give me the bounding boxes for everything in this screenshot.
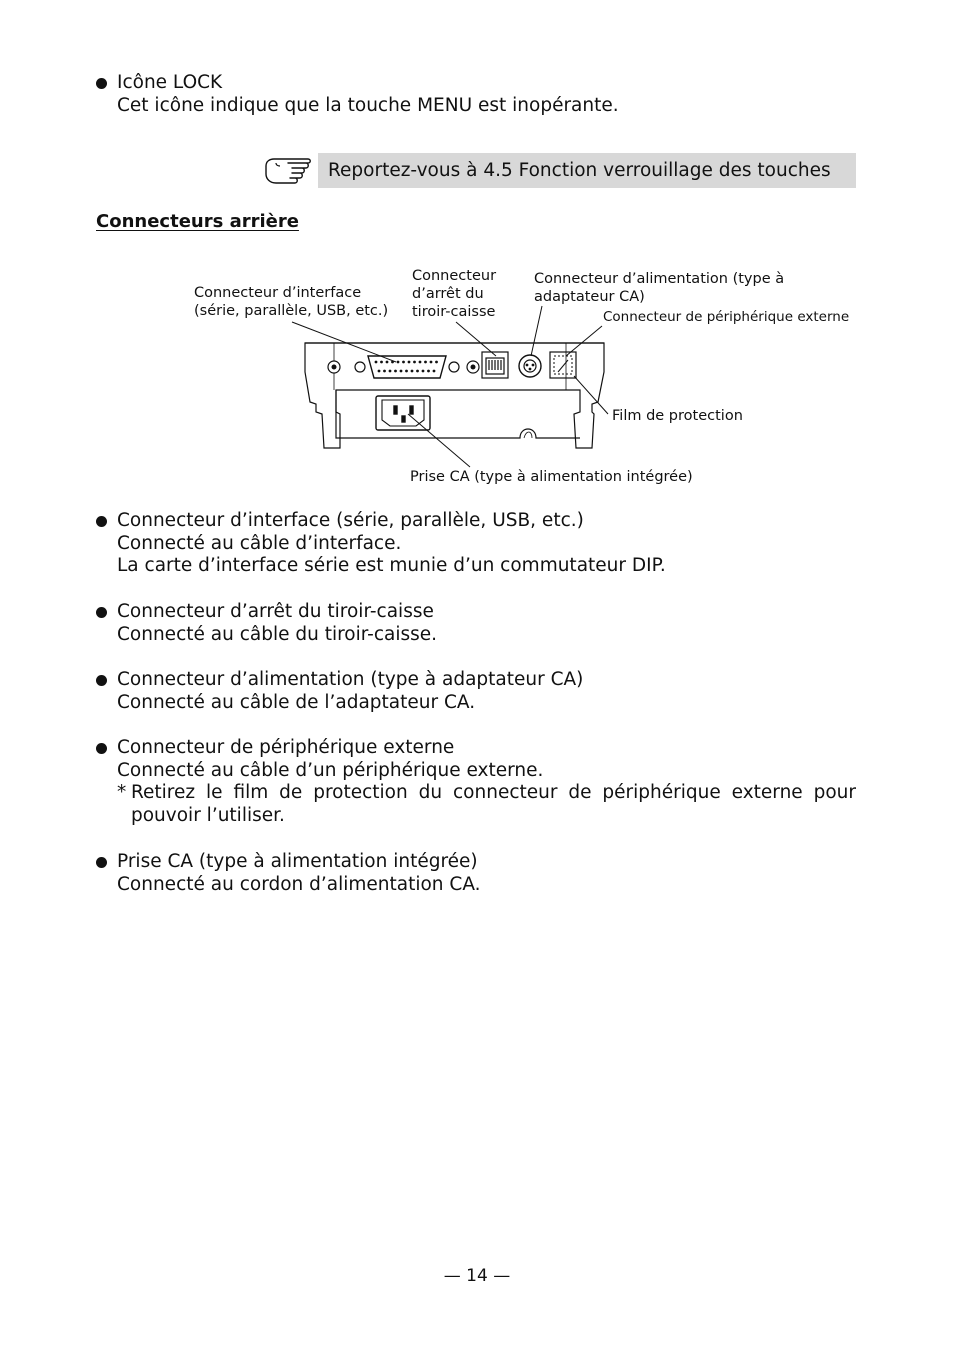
label-external: Connecteur de périphérique externe: [603, 309, 850, 325]
note-line-2: pouvoir l’utiliser.: [131, 805, 285, 826]
reference-box[interactable]: Reportez-vous à 4.5 Fonction verrouillage des touches: [318, 153, 856, 188]
item-line: Connecté au cordon d’alimentation CA.: [117, 873, 481, 895]
item-title: Prise CA (type à alimentation intégrée): [117, 851, 478, 872]
lock-item-description: Cet icône indique que la touche MENU est inopérante.: [117, 94, 619, 116]
item-line: Connecté au câble de l’adaptateur CA.: [117, 691, 476, 713]
bullet-icon: [96, 857, 107, 868]
item-line: La carte d’interface série est munie d’un commutateur DIP.: [117, 555, 666, 577]
label-power-line1: Connecteur d’alimentation (type à: [534, 271, 785, 287]
label-interface-line2: (série, parallèle, USB, etc.): [194, 303, 389, 319]
label-drawer-line3: tiroir-caisse: [412, 304, 496, 320]
item-drawer: [96, 601, 437, 646]
label-film: Film de protection: [612, 408, 743, 424]
label-drawer-line1: Connecteur: [412, 268, 497, 284]
label-power-line2: adaptateur CA): [534, 289, 645, 305]
label-drawer-line2: d’arrêt du: [412, 286, 484, 302]
item-ac-inlet: [96, 851, 481, 896]
item-power: [96, 669, 583, 714]
item-interface: [96, 510, 666, 578]
bullet-icon: [96, 607, 107, 618]
leader-lines: [0, 0, 954, 520]
bullet-icon: [96, 516, 107, 527]
label-interface-line1: Connecteur d’interface: [194, 285, 362, 301]
item-title: Connecteur d’arrêt du tiroir-caisse: [117, 601, 434, 622]
item-external: [96, 737, 543, 782]
item-line: Connecté au câble du tiroir-caisse.: [117, 623, 438, 645]
page-number: — 14 —: [443, 1266, 511, 1286]
note-mark: *: [117, 782, 127, 803]
item-line: Connecté au câble d’interface.: [117, 532, 402, 554]
item-line: Connecté au câble d’un périphérique externe.: [117, 759, 544, 781]
lock-item-title: Icône LOCK: [117, 72, 223, 93]
item-title: Connecteur d’alimentation (type à adaptateur CA): [117, 669, 584, 690]
section-heading: Connecteurs arrière: [96, 211, 299, 232]
bullet-icon: [96, 675, 107, 686]
note-line-1: Retirez le film de protection du connecteur de périphérique externe pour: [131, 782, 856, 803]
label-ac-inlet: Prise CA (type à alimentation intégrée): [410, 469, 693, 485]
item-title: Connecteur de périphérique externe: [117, 737, 455, 758]
bullet-icon: [96, 743, 107, 754]
item-title: Connecteur d’interface (série, parallèle, USB, etc.): [117, 510, 584, 531]
